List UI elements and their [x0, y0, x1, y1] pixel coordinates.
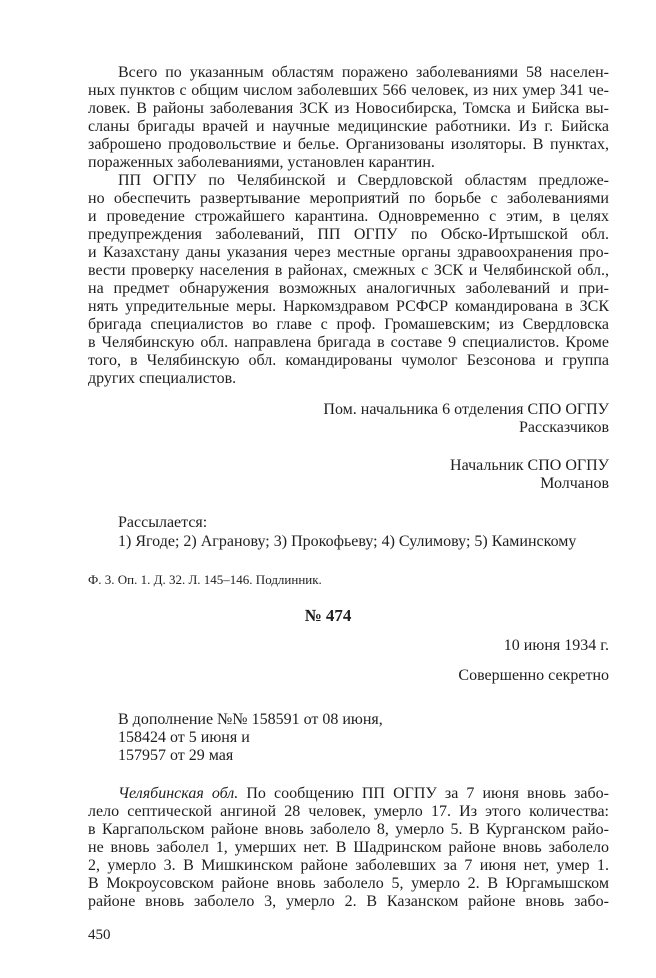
text-line: лело септической ангиной 28 человек, умерло 17. Из этого количества:: [88, 803, 609, 820]
document-date: 10 июня 1934 г.: [503, 637, 609, 654]
text-line: и Казахстану даны указания через местные органы здравоохранения про-: [88, 244, 609, 261]
text-line: того, в Челябинскую обл. командированы чумолог Безсонова и группа: [88, 352, 609, 369]
signature-title: Начальник СПО ОГПУ: [450, 457, 609, 474]
text-line: бригада специалистов во главе с проф. Громашевским; из Свердловска: [88, 316, 609, 333]
paragraph-chelyabinsk: [88, 785, 609, 911]
text-line: но обеспечить развертывание мероприятий по борьбе с заболеваниями: [88, 190, 609, 207]
text-line: ловек. В районы заболевания ЗСК из Новосибирска, Томска и Бийска вы-: [88, 100, 609, 117]
reference-line: 157957 от 29 мая: [118, 747, 234, 764]
signature-title: Пом. начальника 6 отделения СПО ОГПУ: [323, 401, 609, 418]
distribution-list: 1) Ягоде; 2) Агранову; 3) Прокофьеву; 4) Сулимову; 5) Каминскому: [118, 533, 577, 550]
text-line: сланы бригады врачей и научные медицинские работники. Из г. Бийска: [88, 118, 609, 135]
text-line: нять упредительные меры. Наркомздравом РСФСР командирована в ЗСК: [88, 298, 609, 315]
paragraph-measures: [88, 172, 609, 388]
reference-line: В дополнение №№ 158591 от 08 июня,: [118, 711, 383, 728]
text-line: в Челябинскую обл. направлена бригада в составе 9 специалистов. Кроме: [88, 334, 609, 351]
signature-block-1: [323, 401, 609, 437]
archive-reference: Ф. 3. Оп. 1. Д. 32. Л. 145–146. Подлинник.: [88, 572, 322, 587]
text-line: вести проверку населения в районах, смежных с ЗСК и Челябинской обл.,: [88, 262, 609, 279]
page-number: 450: [88, 927, 111, 943]
signature-block-2: [450, 457, 609, 493]
text-line: в Каргапольском районе вновь заболело 8, умерло 5. В Курганском райо-: [88, 821, 609, 838]
signature-name: Молчанов: [540, 475, 609, 492]
classification: Совершенно секретно: [458, 667, 609, 684]
text-line: пораженных заболеваниями, установлен карантин.: [88, 154, 435, 171]
text-line: районе вновь заболело 3, умерло 2. В Казанском районе вновь забо-: [88, 893, 609, 910]
text-line: 2, умерло 3. В Мишкинском районе заболевших за 7 июня нет, умер 1.: [88, 857, 609, 874]
text-line: не вновь заболел 1, умерших нет. В Шадринском районе вновь заболело: [88, 839, 609, 856]
text-line: ных пунктов с общим числом заболевших 566 человек, из них умер 341 че-: [88, 82, 609, 99]
text-line: и проведение строжайшего карантина. Одновременно с этим, в целях: [88, 208, 609, 225]
text-line: других специалистов.: [88, 370, 237, 387]
text-line: Всего по указанным областям поражено заболеваниями 58 населен-: [118, 64, 609, 81]
paragraph-summary: [88, 64, 609, 172]
text-line: [88, 785, 609, 803]
distribution-label: Рассылается:: [118, 514, 208, 531]
text-fragment: По сообщению ПП ОГПУ за 7 июня вновь забо-: [238, 785, 609, 802]
document-number: № 474: [304, 606, 352, 625]
text-line: ПП ОГПУ по Челябинской и Свердловской областям предложе-: [118, 172, 609, 189]
text-line: на предмет обнаружения возможных аналогичных заболеваний и при-: [88, 280, 609, 297]
reference-line: 158424 от 5 июня и: [118, 729, 250, 746]
signature-name: Рассказчиков: [519, 419, 609, 436]
region-name: Челябинская обл.: [118, 785, 239, 802]
text-line: В Мокроусовском районе вновь заболело 5, умерло 2. В Юргамышском: [88, 875, 609, 892]
text-line: заброшено продовольствие и белье. Организованы изоляторы. В пунктах,: [88, 136, 609, 153]
text-line: предупреждения заболеваний, ПП ОГПУ по Обско-Иртышской обл.: [88, 226, 609, 243]
distribution-block: [118, 513, 576, 551]
reference-block: [118, 711, 383, 765]
